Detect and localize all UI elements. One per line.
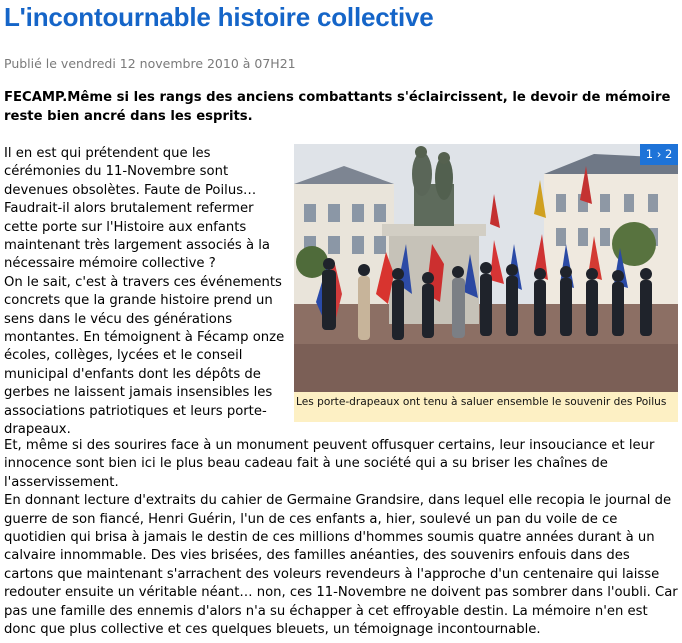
paragraph: On le sait, c'est à travers ces événements concrets que la grande histoire prend un sens dans le vécu des générations montantes. En témoignent à Fécamp onze écoles, collèges, lycées et le conseil municipal d'enfants dont les dépôts de gerbes ne laissent jamais insensibles les associations patriotiques et leurs porte-drapeaux.	[4, 274, 285, 438]
photo-slideshow	[294, 144, 678, 422]
slideshow-pager[interactable]: 1 › 2	[640, 144, 678, 165]
article-body-top	[4, 145, 286, 440]
article-body-bottom	[4, 437, 680, 639]
photo-caption: Les porte-drapeaux ont tenu à saluer ensemble le souvenir des Poilus	[296, 396, 667, 408]
paragraph: En donnant lecture d'extraits du cahier de Germaine Grandsire, dans lequel elle recopia le journal de guerre de son fiancé, Henri Guérin, l'un de ces enfants a, hier, soulevé un pan du voile de ce quotidien qui brisa à jamais le destin de ces millions d'hommes soumis quatre années durant à un calvaire innommable. Des vies brisées, des familles anéanties, des souvenirs enfouis dans des cartons que maintenant s'arrachent des voleurs revendeurs à l'approche d'un centenaire qui laisse redouter ensuite un véritable néant… non, ces 11-Novembre ne doivent pas sombrer dans l'oubli. Car pas une famille des ennemis d'alors n'a su échapper à cet effroyable destin. La mémoire n'en est donc que plus collective et ces quelques bleuets, un témoignage incontournable.	[4, 493, 678, 638]
paragraph: Il en est qui prétendent que les cérémonies du 11-Novembre sont devenues obsolètes. Faute de Poilus… Faudrait-il alors brutalement refermer cette porte sur l'Histoire aux enfants maintenant très largement associés à la nécessaire mémoire collective ?	[4, 146, 270, 272]
paragraph: Et, même si des sourires face à un monument peuvent offusquer certains, leur insouciance et leur innocence sont bien ici le plus beau cadeau fait à une société qui a su briser les chaînes de l'asservissement.	[4, 438, 655, 490]
article-title: L'incontournable histoire collective	[4, 2, 434, 32]
article-lead: FECAMP.Même si les rangs des anciens combattants s'éclaircissent, le devoir de mémoire reste bien ancré dans les esprits.	[4, 90, 671, 124]
ceremony-photo[interactable]	[294, 144, 678, 392]
publish-date: Publié le vendredi 12 novembre 2010 à 07H21	[4, 56, 296, 71]
